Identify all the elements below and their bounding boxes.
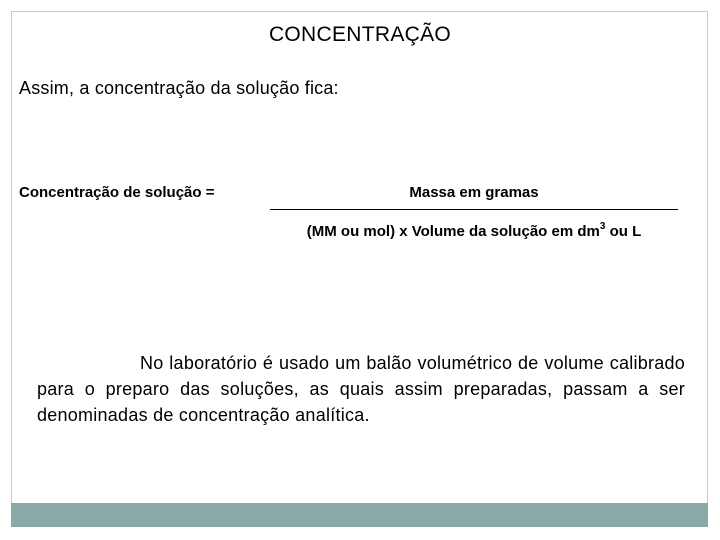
body-paragraph: No laboratório é usado um balão volumétrico de volume calibrado para o preparo das soluções, as quais assim preparadas, passam a ser denominadas de concentração analítica.	[37, 353, 685, 425]
formula-denominator	[270, 223, 678, 240]
denominator-main: (MM ou mol) x Volume da solução em dm	[306, 223, 600, 240]
fraction-line	[270, 209, 678, 210]
denominator-tail: ou L	[605, 223, 642, 240]
formula-numerator: Massa em gramas	[409, 184, 539, 201]
formula-label: Concentração de solução =	[19, 184, 215, 201]
footer-bar	[11, 503, 708, 527]
denominator-exponent: 3	[599, 221, 606, 232]
intro-text: Assim, a concentração da solução fica:	[19, 78, 339, 98]
slide-title: CONCENTRAÇÃO	[268, 23, 452, 46]
